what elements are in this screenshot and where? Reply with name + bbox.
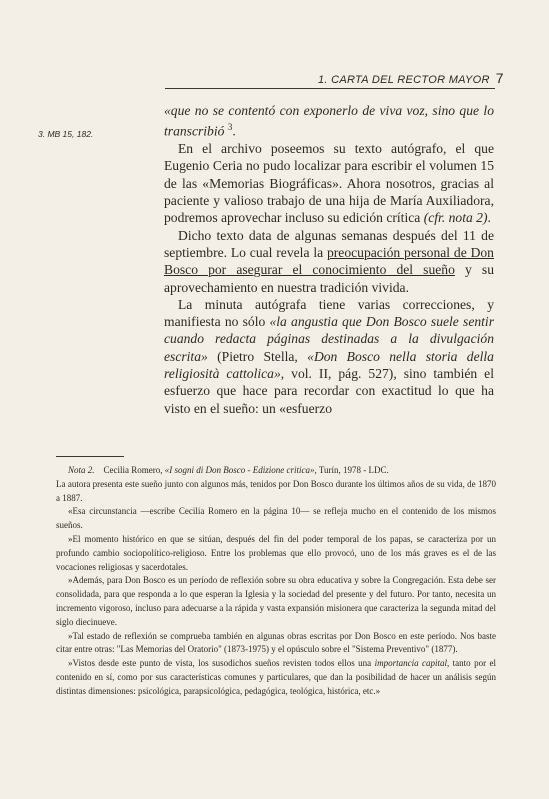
paragraph-3	[164, 296, 494, 417]
main-text	[164, 102, 494, 417]
note-title: «I sogni di Don Bosco - Edizione critica»	[164, 465, 315, 475]
note-quote-1: «Esa circunstancia —escribe Cecilia Romero en la página 10— se refleja mucho en el contenido de los mismos sueños.	[56, 506, 496, 531]
note-q5-text: »Vistos desde este punto de vista, los susodichos sueños revisten todos ellos una	[68, 658, 375, 669]
note-quote-3: »Además, para Don Bosco es un período de reflexión sobre su obra educativa y sobre la Congregación. Esta debe ser consolidada, para que responda a lo que esperan la Iglesia y la sociedad del presente y del futuro. Por tanto, necesita un incremento vigoroso, incluso para adecuarse a la rápida y vasta expansión misionera que caracteriza la segunda mitad del siglo diecinueve.	[56, 575, 496, 627]
p2-underlined: preocupación personal de Don Bosco por asegurar el conocimiento del sueño	[164, 244, 494, 278]
footnotes	[56, 464, 496, 699]
p3-quote: «la angustia que Don Bosco suele sentir cuando redacta páginas destinadas a la divulgación escrita»	[164, 314, 494, 364]
page-number: 7	[495, 70, 504, 86]
p1-ref: (cfr. nota 2)	[423, 210, 488, 226]
note-quote-4: »Tal estado de reflexión se comprueba también en algunas obras escritas por Don Bosco en este período. Nos baste citar entre otras: "Las Memorias del Oratorio" (1873-1975) y el opúsculo sobre el "Sistema Preventivo" (1877).	[56, 630, 496, 655]
paragraph-2	[164, 227, 494, 296]
running-header	[318, 70, 504, 86]
note-quote-5	[56, 657, 496, 698]
note-quote-2: »El momento histórico en que se sitúan, después del fin del poder temporal de los papas, se caracteriza por un profundo cambio sociopolítico-religioso. Entre los problemas que ello provocó, uno de los más graves es el de las vocaciones religiosas y sacerdotales.	[56, 533, 496, 572]
footnote-separator	[56, 456, 124, 457]
note-publisher: , Turín, 1978 - LDC.	[314, 465, 389, 475]
note-2-cont: La autora presenta este sueño junto con algunos más, tenidos por Don Bosco durante los últimos años de su vida, de 1870 a 1887.	[56, 478, 496, 503]
quote-text: «que no se contentó con exponerlo de viva voz, sino que lo transcribió	[164, 103, 494, 139]
p3-book-title: «Don Bosco nella storia della religiosità cattolica»	[164, 348, 494, 381]
p3-text: La minuta autógrafa tiene varias correcciones, y manifiesta no sólo	[164, 296, 494, 330]
margin-note: 3. MB 15, 182.	[38, 129, 94, 139]
p3-end: , vol. II, pág. 527), sino también el esfuerzo que hace para recordar con exactitud lo que ha visto en el sueño: un «esfuerzo	[164, 365, 494, 416]
paragraph-1	[164, 140, 494, 226]
note-2	[56, 464, 496, 478]
p2-text: Dicho texto data de algunas semanas después del 11 de septiembre. Lo cual revela la	[164, 227, 494, 260]
footnote-ref: 3	[227, 122, 233, 133]
note-q5-end: , tanto por el contenido en sí, como por sus características comunes y particulares, que dan la posibilidad de hacer un análisis según distintas dimensiones: psicológica, parapsicológica, pedagógica, teológica, histórica, etc.»	[56, 658, 496, 696]
p2-end: y su aprovechamiento en nuestra tradición vivida.	[164, 262, 495, 295]
note-label: Nota 2.	[68, 465, 95, 475]
running-title: 1. CARTA DEL RECTOR MAYOR	[318, 74, 490, 86]
note-author: Cecilia Romero,	[103, 465, 165, 475]
quote-end: .	[232, 123, 236, 139]
p3-mid: (Pietro Stella,	[207, 348, 308, 364]
header-rule	[165, 88, 495, 89]
note-q5-italic: importancia capital	[374, 658, 448, 669]
quote-paragraph	[164, 102, 494, 140]
p1-text: En el archivo poseemos su texto autógrafo, el que Eugenio Ceria no pudo localizar para escribir el volumen 15 de las «Memorias Biográficas». Ahora nosotros, gracias al paciente y valioso trabajo de una hija de María Auxiliadora, podremos aprovechar incluso su edición crítica	[164, 141, 494, 226]
p1-end: .	[487, 210, 491, 226]
